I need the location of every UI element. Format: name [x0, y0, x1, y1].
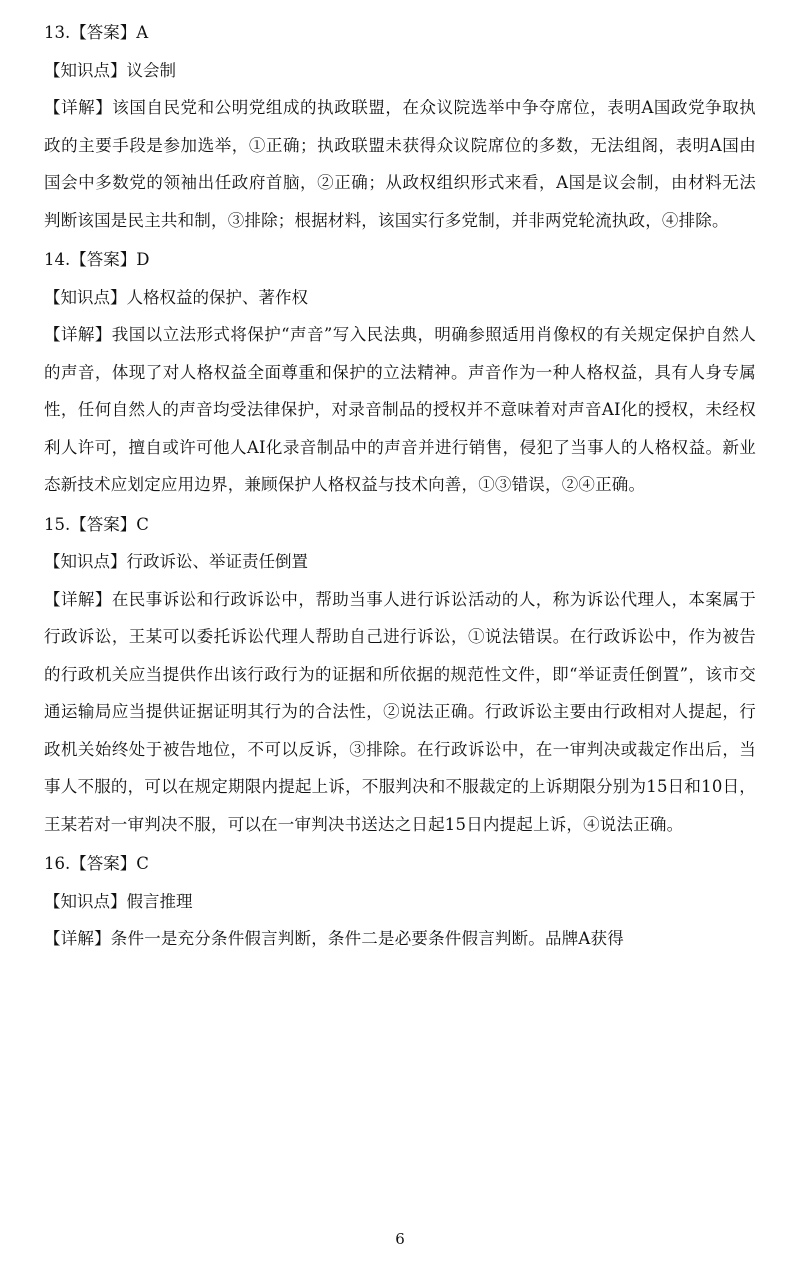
page-number: 6 [395, 1230, 405, 1248]
answer-line: 15.【答案】C [44, 514, 149, 534]
qa-item [44, 845, 756, 958]
answer-line: 13.【答案】A [44, 23, 149, 42]
knowledge-point-line: 【知识点】人格权益的保护、著作权 [44, 287, 308, 307]
answer-line: 16.【答案】C [44, 854, 149, 873]
knowledge-point-line: 【知识点】行政诉讼、举证责任倒置 [44, 552, 308, 571]
qa-item [44, 14, 756, 239]
knowledge-point-line: 【知识点】假言推理 [44, 891, 193, 911]
qa-item [44, 506, 756, 844]
qa-item [44, 241, 756, 504]
explanation-paragraph: 【详解】条件一是充分条件假言判断，条件二是必要条件假言判断。品牌A获得 [44, 929, 624, 948]
explanation-paragraph: 【详解】我国以立法形式将保护“声音”写入民法典，明确参照适用肖像权的有关规定保护自然人的声音，体现了对人格权益全面尊重和保护的立法精神。声音作为一种人格权益，具有人身专属性，任何自然人的声音均受法律保护，对录音制品的授权并不意味着对声音AI化的授权，未经权利人许可，擅自或许可他人AI化录音制品中的声音并进行销售，侵犯了当事人的人格权益。新业态新技术应划定应用边界，兼顾保护人格权益与技术向善，①③错误，②④正确。 [44, 325, 756, 494]
answer-line: 14.【答案】D [44, 250, 150, 269]
explanation-paragraph: 【详解】在民事诉讼和行政诉讼中，帮助当事人进行诉讼活动的人，称为诉讼代理人，本案属于行政诉讼，王某可以委托诉讼代理人帮助自己进行诉讼，①说法错误。在行政诉讼中，作为被告的行政机关应当提供作出该行政行为的证据和所依据的规范性文件，即“举证责任倒置”，该市交通运输局应当提供证据证明其行为的合法性，②说法正确。行政诉讼主要由行政相对人提起，行政机关始终处于被告地位，不可以反诉，③排除。在行政诉讼中，在一审判决或裁定作出后，当事人不服的，可以在规定期限内提起上诉，不服判决和不服裁定的上诉期限分别为15日和10日，王某若对一审判决不服，可以在一审判决书送达之日起15日内提起上诉，④说法正确。 [44, 589, 756, 834]
knowledge-point-line: 【知识点】议会制 [44, 60, 176, 80]
explanation-paragraph: 【详解】该国自民党和公明党组成的执政联盟，在众议院选举中争夺席位，表明A国政党争取执政的主要手段是参加选举，①正确；执政联盟未获得众议院席位的多数，无法组阁，表明A国由国会中多数党的领袖出任政府首脑，②正确；从政权组织形式来看，A国是议会制，由材料无法判断该国是民主共和制，③排除；根据材料，该国实行多党制，并非两党轮流执政，④排除。 [44, 98, 756, 230]
